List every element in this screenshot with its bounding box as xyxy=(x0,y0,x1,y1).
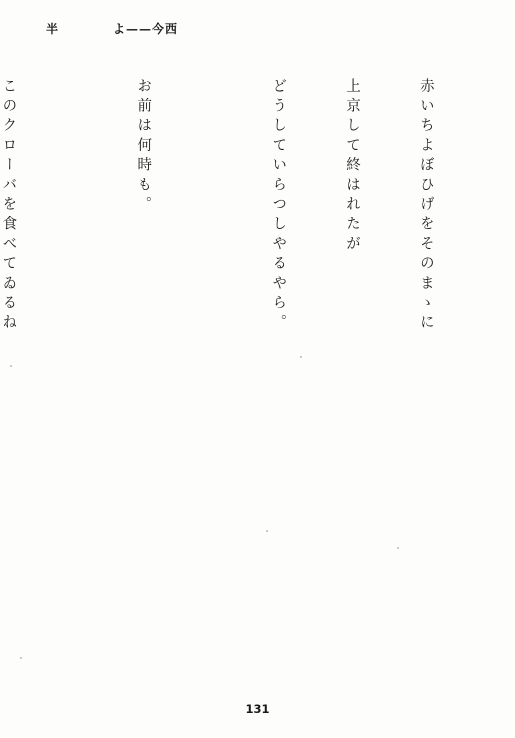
poem-line: 赤いちよぼひげをそのまゝに xyxy=(417,78,434,335)
paper-speck xyxy=(300,356,302,358)
paper-speck xyxy=(266,530,268,532)
stanza-gap xyxy=(70,78,82,638)
running-header-title: よ——今西 xyxy=(113,22,179,36)
poem-line: このクローバを食べてゐるね xyxy=(0,78,17,335)
poem-body xyxy=(0,78,487,638)
poem-line: 上京して終はれたが xyxy=(344,78,361,256)
paper-speck xyxy=(20,657,22,659)
poem-line: どうしていらつしやるやら。 xyxy=(270,78,287,335)
page-number: 131 xyxy=(245,702,270,716)
paper-speck xyxy=(10,365,12,367)
paper-speck xyxy=(397,547,399,549)
running-header-mark: 半 xyxy=(46,22,60,36)
poem-line: お前は何時も。 xyxy=(135,78,152,216)
stanza-gap xyxy=(204,78,216,638)
